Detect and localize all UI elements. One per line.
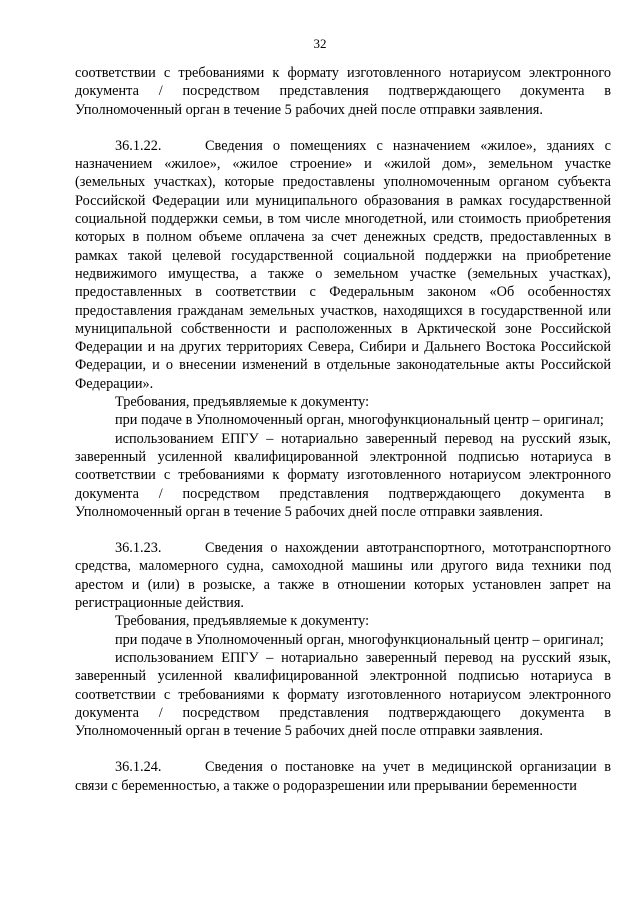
- clause-36-1-24: [75, 758, 611, 795]
- clause-36-1-23: [75, 539, 611, 612]
- clause-text: Сведения о нахождении автотранспортного, мототранспортного средства, маломерного судна, самоходной машины или другого вида техники под арестом и (или) в розыске, а также в отношении которых установлен запрет на регистрационные действия.: [75, 540, 611, 612]
- requirement-epgu: использованием ЕПГУ – нотариально заверенный перевод на русский язык, заверенный усиленной квалифицированной электронной подписью нотариуса в соответствии с требованиями к формату изготовленного нотариусом электронного документа / посредством представления подтверждающего документа в Уполномоченный орган в течение 5 рабочих дней после отправки заявления.: [75, 430, 611, 520]
- requirements-heading: Требования, предъявляемые к документу:: [115, 613, 370, 630]
- clause-number: 36.1.23.: [115, 540, 162, 557]
- clause-text: Сведения о постановке на учет в медицинской организации в связи с беременностью, а также о родоразрешении или прерывании беременности: [75, 759, 611, 794]
- requirement-original: при подаче в Уполномоченный орган, многофункциональный центр – оригинал;: [115, 631, 604, 648]
- clause-number: 36.1.24.: [115, 759, 162, 776]
- document-body: [75, 64, 611, 795]
- requirements-heading: Требования, предъявляемые к документу:: [115, 394, 370, 411]
- clause-number: 36.1.22.: [115, 137, 162, 154]
- paragraph-continuation: соответствии с требованиями к формату изготовленного нотариусом электронного документа / посредством представления подтверждающего документа в Уполномоченный орган в течение 5 рабочих дней после отправки заявления.: [75, 65, 611, 118]
- clause-36-1-22: [75, 137, 611, 393]
- requirement-epgu: использованием ЕПГУ – нотариально заверенный перевод на русский язык, заверенный усиленной квалифицированной электронной подписью нотариуса в соответствии с требованиями к формату изготовленного нотариусом электронного документа / посредством представления подтверждающего документа в Уполномоченный орган в течение 5 рабочих дней после отправки заявления.: [75, 649, 611, 740]
- requirement-original: при подаче в Уполномоченный орган, многофункциональный центр – оригинал;: [115, 412, 604, 429]
- page-number: 32: [313, 36, 327, 51]
- clause-text: Сведения о помещениях с назначением «жилое», зданиях с назначением «жилое», «жилое строение» и «жилой дом», земельном участке (земельных участках), которые предоставлены уполномоченным органом субъекта Российской Федерации или муниципального образования в рамках государственной социальной поддержки семьи, в том числе многодетной, или стоимость приобретения которых в полном объеме оплачена за счет денежных средств, предоставленных в рамках такой целевой государственной социальной поддержки на приобретение недвижимого имущества, а также о земельном участке (земельных участках), предоставленных в соответствии с Федеральным законом «Об особенностях предоставления гражданам земельных участков, находящихся в государственной или муниципальной собственности и расположенных в Арктической зоне Российской Федерации и на других территориях Севера, Сибири и Дальнего Востока Российской Федерации, и о внесении изменений в отдельные законодательные акты Российской Федерации».: [75, 137, 611, 392]
